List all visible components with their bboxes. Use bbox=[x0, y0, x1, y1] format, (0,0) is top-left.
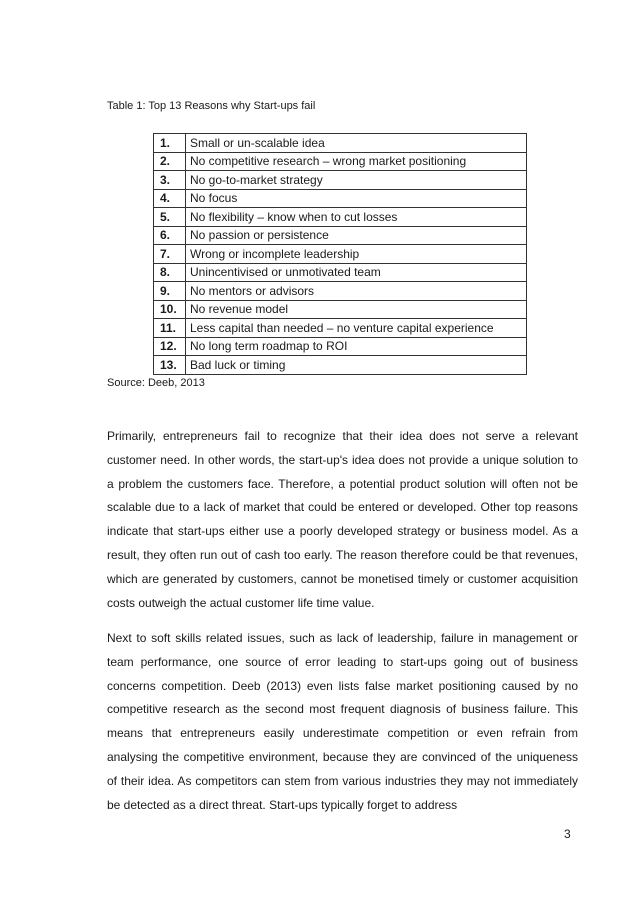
row-number: 1. bbox=[154, 134, 186, 153]
row-number: 2. bbox=[154, 152, 186, 171]
row-number: 13. bbox=[154, 356, 186, 375]
row-number: 12. bbox=[154, 337, 186, 356]
row-number: 4. bbox=[154, 189, 186, 208]
body-paragraph-1: Primarily, entrepreneurs fail to recognize that their idea does not serve a relevant customer need. In other words, the start-up's idea does not provide a unique solution to a problem the customers face. Therefore, a potential product solution will often not be scalable due to a lack of market that could be entered or developed. Other top reasons indicate that start-ups either use a poorly developed strategy or business model. As a result, they often run out of cash too early. The reason therefore could be that revenues, which are generated by customers, cannot be monetised timely or customer acquisition costs outweigh the actual customer life time value. bbox=[107, 429, 578, 610]
row-reason: No passion or persistence bbox=[186, 226, 527, 245]
row-number: 3. bbox=[154, 171, 186, 190]
page-number: 3 bbox=[564, 827, 571, 841]
row-reason: No focus bbox=[186, 189, 527, 208]
table-row bbox=[154, 282, 527, 301]
table-row bbox=[154, 171, 527, 190]
table-row bbox=[154, 208, 527, 227]
body-paragraph-2: Next to soft skills related issues, such as lack of leadership, failure in management or team performance, one source of error leading to start-ups going out of business concerns competition. Deeb (2013) even lists false market positioning caused by no competitive research as the second most frequent diagnosis of business failure. This means that entrepreneurs easily underestimate competition or even refrain from analysing the competitive environment, because they are convinced of the uniqueness of their idea. As competitors can stem from various industries they may not immediately be detected as a direct threat. Start-ups typically forget to address bbox=[107, 631, 578, 812]
table-row bbox=[154, 337, 527, 356]
table-source: Source: Deeb, 2013 bbox=[107, 377, 205, 389]
row-number: 10. bbox=[154, 300, 186, 319]
table-caption: Table 1: Top 13 Reasons why Start-ups fail bbox=[107, 100, 316, 112]
table-row bbox=[154, 263, 527, 282]
table-row bbox=[154, 319, 527, 338]
row-number: 7. bbox=[154, 245, 186, 264]
row-number: 6. bbox=[154, 226, 186, 245]
row-number: 9. bbox=[154, 282, 186, 301]
table-row bbox=[154, 226, 527, 245]
table-row bbox=[154, 189, 527, 208]
row-reason: No flexibility – know when to cut losses bbox=[186, 208, 527, 227]
row-reason: No long term roadmap to ROI bbox=[186, 337, 527, 356]
row-reason: No mentors or advisors bbox=[186, 282, 527, 301]
table-row bbox=[154, 152, 527, 171]
row-reason: Unincentivised or unmotivated team bbox=[186, 263, 527, 282]
row-number: 8. bbox=[154, 263, 186, 282]
row-number: 11. bbox=[154, 319, 186, 338]
row-reason: Less capital than needed – no venture capital experience bbox=[186, 319, 527, 338]
table-row bbox=[154, 245, 527, 264]
reasons-table bbox=[153, 133, 527, 375]
row-reason: No revenue model bbox=[186, 300, 527, 319]
table-row bbox=[154, 356, 527, 375]
table-row bbox=[154, 134, 527, 153]
row-reason: Small or un-scalable idea bbox=[186, 134, 527, 153]
row-reason: No competitive research – wrong market positioning bbox=[186, 152, 527, 171]
row-reason: Wrong or incomplete leadership bbox=[186, 245, 527, 264]
table-row bbox=[154, 300, 527, 319]
row-reason: No go-to-market strategy bbox=[186, 171, 527, 190]
row-number: 5. bbox=[154, 208, 186, 227]
row-reason: Bad luck or timing bbox=[186, 356, 527, 375]
